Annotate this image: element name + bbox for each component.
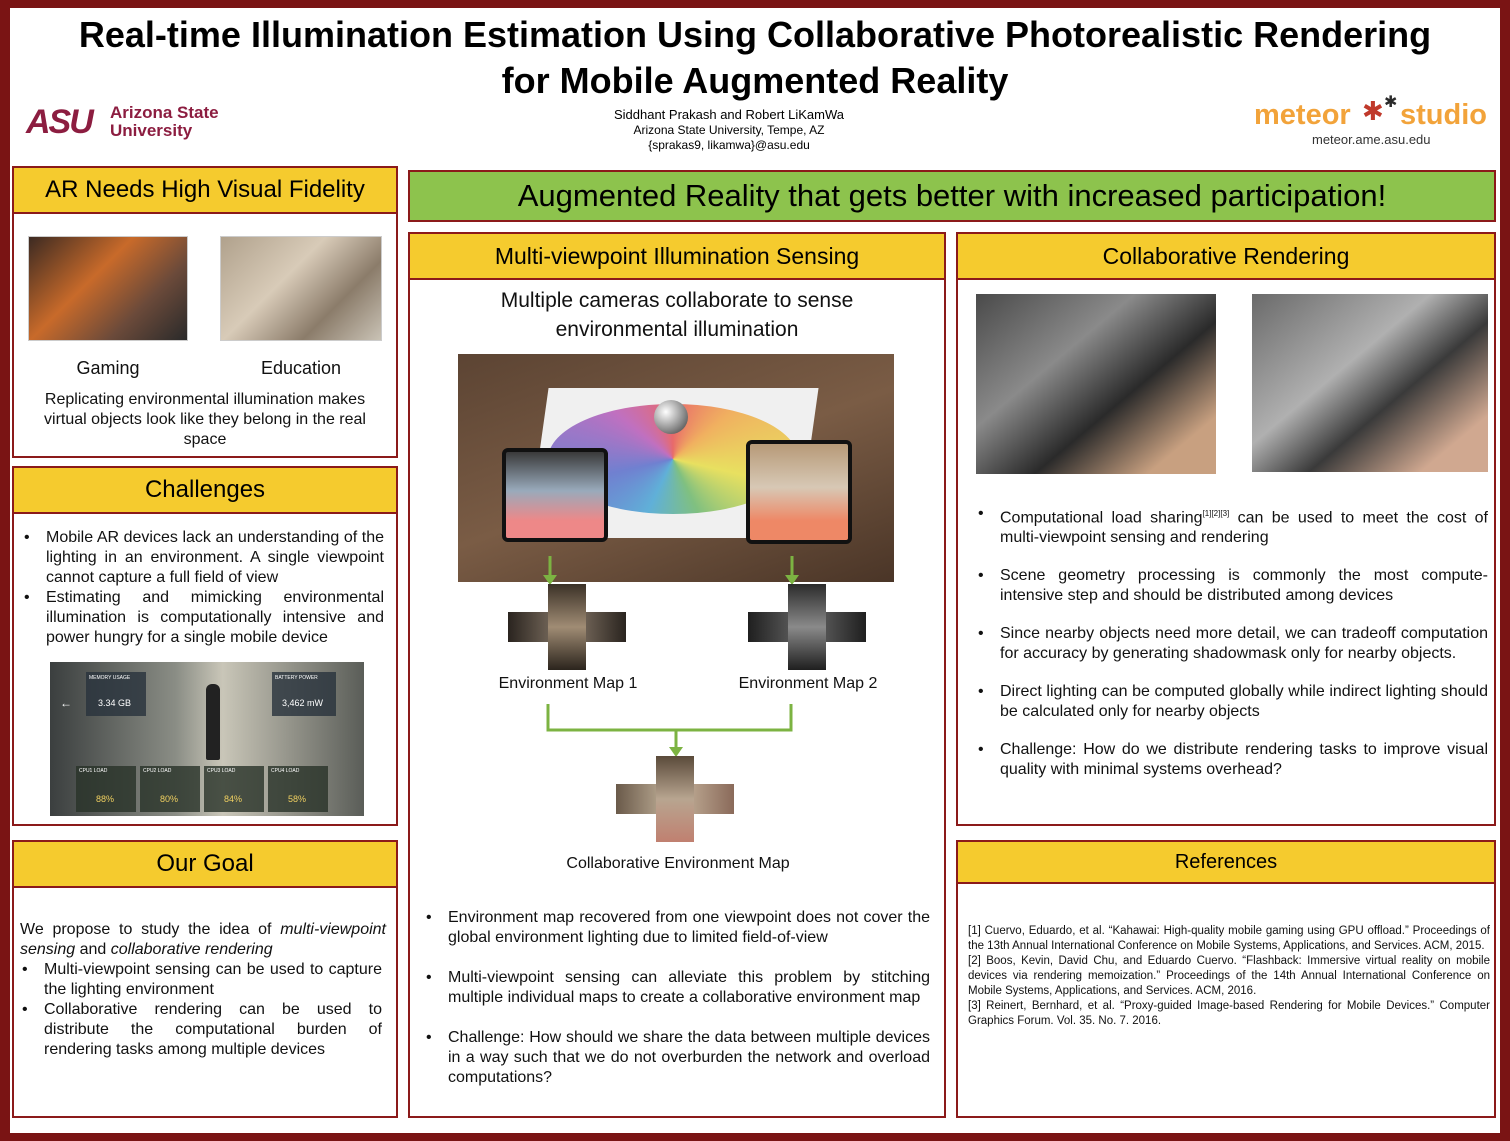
panel-collaborative-rendering — [956, 232, 1496, 826]
environment-map-2-label: Environment Map 2 — [738, 675, 878, 692]
environment-map-1-label: Environment Map 1 — [498, 675, 638, 692]
emails: {sprakas9, likamwa}@asu.edu — [648, 138, 810, 152]
panel-title: References — [958, 842, 1494, 884]
references-list — [968, 924, 1490, 1029]
goal-list — [16, 960, 382, 1060]
list-item: • Computational load sharing[1][2][3] can be used to meet the cost of multi-viewpoint sensing and rendering — [972, 504, 1488, 548]
list-item: • Collaborative rendering can be used to distribute the computational burden of rendering tasks among multiple devices — [16, 1000, 382, 1060]
meteor-studio-logo — [1250, 94, 1500, 150]
collab-photo-2 — [1252, 294, 1488, 472]
challenges-list — [18, 528, 384, 648]
merge-bracket — [548, 704, 791, 730]
back-arrow-icon: ← — [60, 696, 72, 710]
list-item: • Mobile AR devices lack an understanding of the lighting in an environment. A single viewpoint cannot capture a full field of view — [18, 528, 384, 588]
list-item: • Estimating and mimicking environmental illumination is computationally intensive and power hungry for a single mobile device — [18, 588, 384, 648]
asu-logo — [26, 104, 246, 142]
list-item: • Since nearby objects need more detail, we can tradeoff computation for accuracy by generating shadowmask only for nearby objects. — [972, 624, 1488, 664]
list-item: • Challenge: How do we distribute rendering tasks to improve visual quality with minimal systems overhead? — [972, 740, 1488, 780]
ar-fidelity-text: Replicating environmental illumination makes virtual objects look like they belong in the real space — [44, 391, 366, 448]
poster-title-line1: Real-time Illumination Estimation Using Collaborative Photorealistic Rendering — [78, 14, 1432, 55]
environment-map-1-image — [508, 584, 626, 670]
asu-logo-line2: University — [110, 121, 193, 140]
list-item: • Environment map recovered from one viewpoint does not cover the global environment lighting due to limited field-of-view — [420, 908, 930, 948]
list-item: • Multi-viewpoint sensing can be used to capture the lighting environment — [16, 960, 382, 1000]
panel-title: Multi-viewpoint Illumination Sensing — [410, 234, 944, 280]
panel-title: Collaborative Rendering — [958, 234, 1494, 280]
panel-title: Challenges — [14, 468, 396, 514]
multiview-list — [420, 908, 930, 1088]
banner: Augmented Reality that gets better with increased participation! — [408, 170, 1496, 222]
panel-title: Our Goal — [14, 842, 396, 888]
reference-item: [1] Cuervo, Eduardo, et al. “Kahawai: High-quality mobile gaming using GPU offload.” Proceedings of the 13th Annual International Conference on Mobile Systems, Applications, and Services. ACM, 2015. — [968, 925, 1490, 952]
reference-item: [2] Boos, Kevin, David Chu, and Eduardo Cuervo. “Flashback: Immersive virtual reality on mobile devices via rendering memoization.” Proceedings of the 14th Annual International Conference on Mobile Systems, Applications, and Services. ACM, 2016. — [968, 955, 1490, 997]
caption-gaming: Gaming — [76, 358, 140, 378]
list-item: • Challenge: How should we share the data between multiple devices in a way such that we do not overburden the network and overload computations? — [420, 1028, 930, 1088]
person-figure — [206, 684, 220, 760]
poster-title-line2: for Mobile Augmented Reality — [501, 60, 1009, 101]
asu-logo-line1: Arizona State — [110, 103, 219, 122]
panel-title: AR Needs High Visual Fidelity — [14, 168, 396, 214]
meteor-url: meteor.ame.asu.edu — [1312, 132, 1431, 147]
battery-power-card: BATTERY POWER 3,462 mW — [272, 672, 336, 716]
studio-logo-text: studio — [1400, 99, 1487, 131]
list-item: • Direct lighting can be computed globally while indirect lighting should be calculated only for nearby objects — [972, 682, 1488, 722]
meteor-logo-text: meteor — [1254, 99, 1351, 131]
cpu-card: CPU3 LOAD 84% — [204, 766, 264, 812]
education-image — [220, 236, 382, 341]
performance-dashboard-image — [50, 662, 364, 816]
cpu-load-row — [76, 766, 326, 814]
asterisk-icon: ✱ — [1362, 96, 1384, 126]
affiliation: Arizona State University, Tempe, AZ — [633, 123, 825, 137]
environment-map-2-image — [748, 584, 866, 670]
collab-list — [972, 504, 1488, 780]
asu-logo-mark: ASU — [26, 103, 92, 141]
collaborative-map-image — [616, 756, 734, 842]
memory-usage-card: MEMORY USAGE 3.34 GB — [86, 672, 146, 716]
list-item: • Scene geometry processing is commonly the most compute-intensive step and should be distributed among devices — [972, 566, 1488, 606]
collaborative-map-label: Collaborative Environment Map — [566, 855, 790, 872]
list-item: • Multi-viewpoint sensing can alleviate this problem by stitching multiple individual maps to create a collaborative environment map — [420, 968, 930, 1008]
gaming-image — [28, 236, 188, 341]
panel-challenges — [12, 466, 398, 826]
caption-education: Education — [260, 358, 342, 378]
authors: Siddhant Prakash and Robert LiKamWa — [613, 107, 845, 122]
multiview-subtitle: Multiple cameras collaborate to sense environmental illumination — [500, 289, 854, 341]
panel-references — [956, 840, 1496, 1118]
cpu-card: CPU4 LOAD 58% — [268, 766, 328, 812]
panel-our-goal — [12, 840, 398, 1118]
panel-ar-fidelity — [12, 166, 398, 458]
asterisk-small-icon: ✱ — [1384, 94, 1398, 111]
goal-intro: We propose to study the idea of multi-viewpoint sensing and collaborative rendering — [20, 921, 386, 958]
panel-multiview — [408, 232, 946, 1118]
cpu-card: CPU2 LOAD 80% — [140, 766, 200, 812]
reference-item: [3] Reinert, Bernhard, et al. “Proxy-guided Image-based Rendering for Mobile Devices.” Computer Graphics Forum. Vol. 35. No. 7. 2016. — [968, 1000, 1490, 1027]
cpu-card: CPU1 LOAD 88% — [76, 766, 136, 812]
collab-photo-1 — [976, 294, 1216, 474]
